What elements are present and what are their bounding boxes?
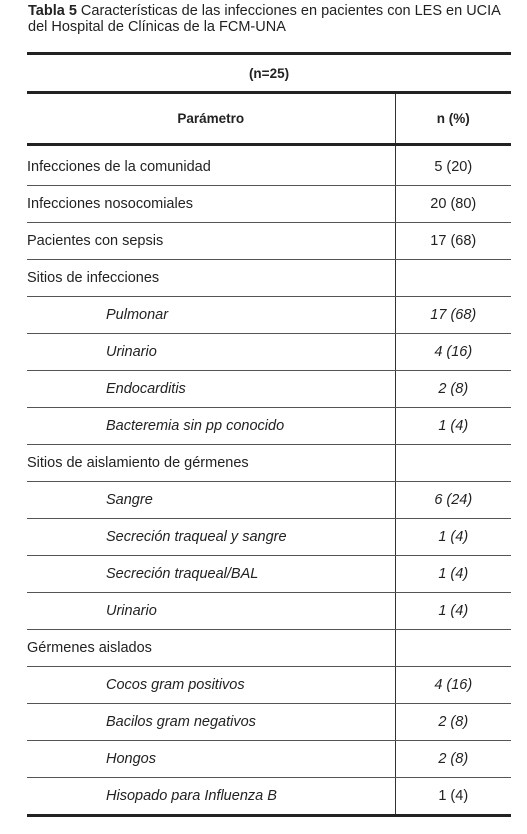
row-value-cell: 6 (24) <box>395 482 511 519</box>
table-row <box>27 408 511 445</box>
row-value-cell: 2 (8) <box>395 704 511 741</box>
row-parameter-cell: Urinario <box>27 334 395 371</box>
table-row <box>27 334 511 371</box>
infections-table <box>27 55 511 817</box>
table-row <box>27 297 511 334</box>
row-value-cell: 4 (16) <box>395 667 511 704</box>
row-parameter-cell: Endocarditis <box>27 371 395 408</box>
sample-size-header: (n=25) <box>27 55 511 93</box>
row-parameter-cell: Sitios de infecciones <box>27 260 395 297</box>
row-parameter-cell: Hisopado para Influenza B <box>27 778 395 816</box>
row-parameter-cell: Pacientes con sepsis <box>27 223 395 260</box>
table-row <box>27 445 511 482</box>
row-parameter-cell: Pulmonar <box>27 297 395 334</box>
table-caption-text: Características de las infecciones en pacientes con LES en UCIA del Hospital de Clínicas de la FCM-UNA <box>28 3 501 35</box>
column-header-n-percent: n (%) <box>395 93 511 145</box>
table-row <box>27 593 511 630</box>
row-value-cell: 5 (20) <box>395 145 511 186</box>
table-body <box>27 145 511 816</box>
table-row <box>27 667 511 704</box>
row-parameter-cell: Sangre <box>27 482 395 519</box>
table-row <box>27 186 511 223</box>
row-parameter-cell: Infecciones nosocomiales <box>27 186 395 223</box>
row-parameter-cell: Gérmenes aislados <box>27 630 395 667</box>
table-row <box>27 145 511 186</box>
infections-table-container <box>27 52 511 817</box>
table-row <box>27 371 511 408</box>
table-header <box>27 55 511 145</box>
row-value-cell: 17 (68) <box>395 223 511 260</box>
row-parameter-cell: Hongos <box>27 741 395 778</box>
table-caption <box>28 3 518 35</box>
row-value-cell <box>395 630 511 667</box>
row-value-cell: 1 (4) <box>395 593 511 630</box>
row-value-cell: 2 (8) <box>395 741 511 778</box>
row-parameter-cell: Bacilos gram negativos <box>27 704 395 741</box>
row-value-cell: 4 (16) <box>395 334 511 371</box>
row-value-cell: 2 (8) <box>395 371 511 408</box>
table-row <box>27 482 511 519</box>
table-row <box>27 519 511 556</box>
row-value-cell <box>395 260 511 297</box>
table-row <box>27 778 511 816</box>
column-header-parameter: Parámetro <box>27 93 395 145</box>
table-row <box>27 630 511 667</box>
row-parameter-cell: Secreción traqueal y sangre <box>27 519 395 556</box>
table-row <box>27 223 511 260</box>
row-value-cell: 1 (4) <box>395 519 511 556</box>
row-value-cell: 1 (4) <box>395 778 511 816</box>
row-value-cell: 1 (4) <box>395 408 511 445</box>
row-parameter-cell: Infecciones de la comunidad <box>27 145 395 186</box>
row-parameter-cell: Bacteremia sin pp conocido <box>27 408 395 445</box>
table-column-header-row <box>27 93 511 145</box>
table-row <box>27 704 511 741</box>
table-row <box>27 260 511 297</box>
table-group-header-row <box>27 55 511 93</box>
row-value-cell: 1 (4) <box>395 556 511 593</box>
row-value-cell: 20 (80) <box>395 186 511 223</box>
table-row <box>27 556 511 593</box>
row-parameter-cell: Urinario <box>27 593 395 630</box>
row-parameter-cell: Sitios de aislamiento de gérmenes <box>27 445 395 482</box>
table-row <box>27 741 511 778</box>
table-caption-label: Tabla 5 <box>28 3 77 19</box>
row-value-cell <box>395 445 511 482</box>
row-parameter-cell: Secreción traqueal/BAL <box>27 556 395 593</box>
row-parameter-cell: Cocos gram positivos <box>27 667 395 704</box>
row-value-cell: 17 (68) <box>395 297 511 334</box>
